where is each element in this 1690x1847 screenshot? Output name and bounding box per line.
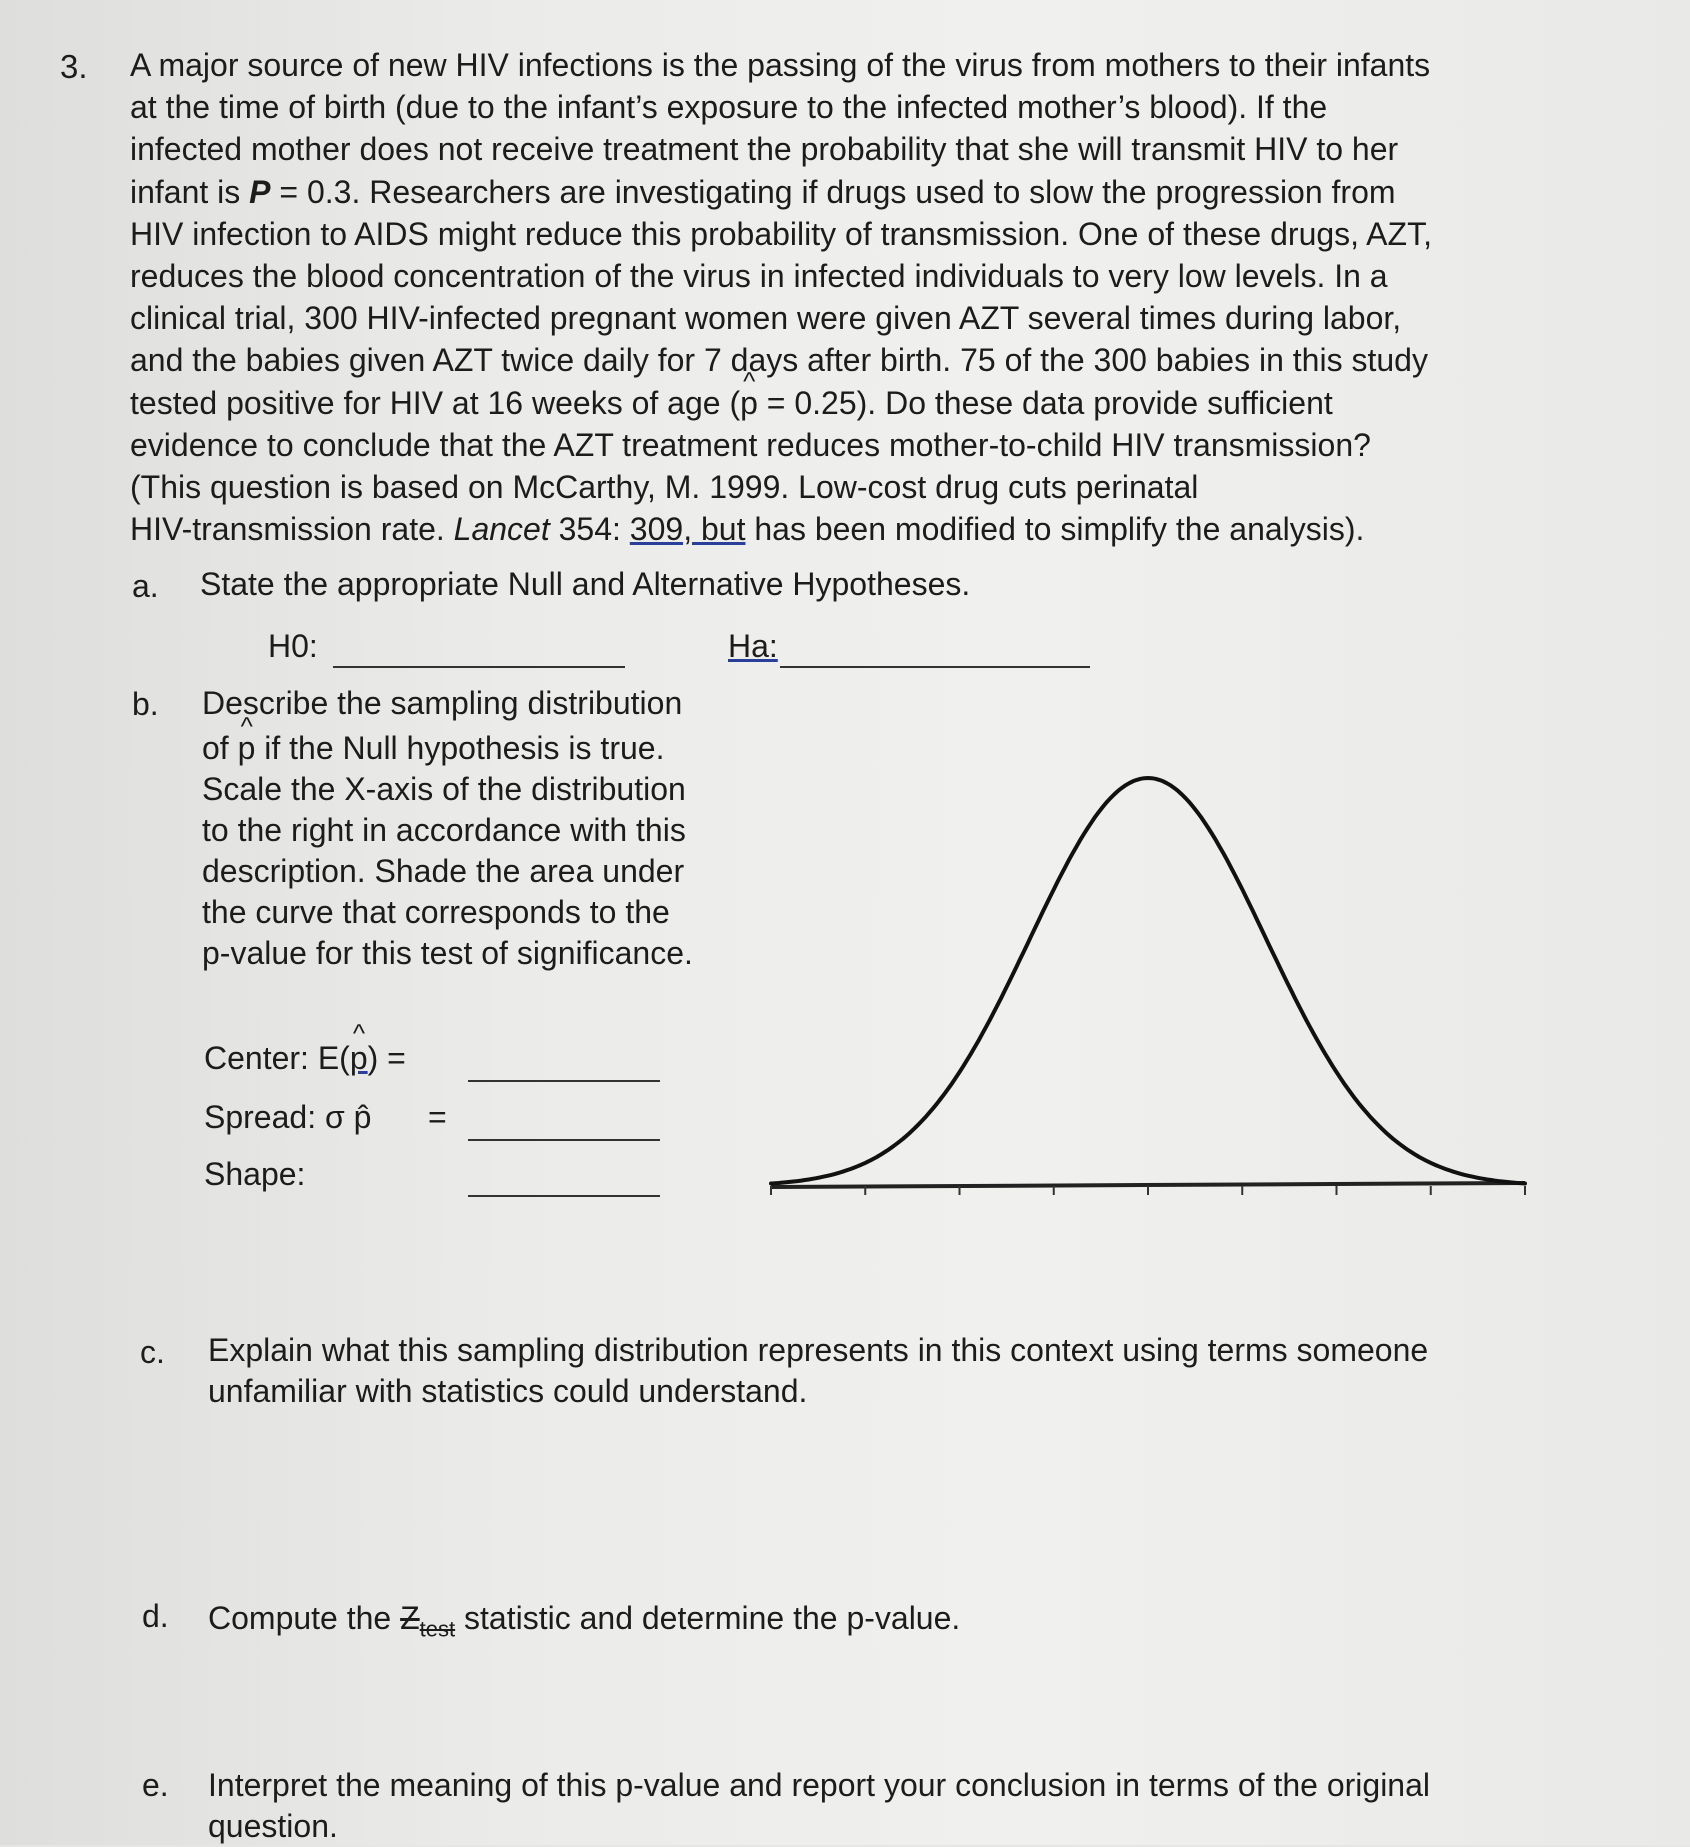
problem-line: and the babies given AZT twice daily for 7 days after birth. 75 of the 300 babies in this study	[130, 342, 1428, 379]
problem-line: infant is P = 0.3. Researchers are investigating if drugs used to slow the progression from	[130, 173, 1396, 210]
problem-line: evidence to conclude that the AZT treatment reduces mother-to-child HIV transmission?	[130, 426, 1371, 463]
center-label: Center: E(^ p) =	[204, 1040, 406, 1077]
part-c-text: Explain what this sampling distribution represents in this context using terms someone unfamiliar with statistics could understand.	[208, 1332, 1429, 1409]
shape-label: Shape:	[204, 1156, 306, 1192]
h0-label: H0:	[268, 628, 318, 664]
problem-line: at the time of birth (due to the infant’s exposure to the infected mother’s blood). If the	[130, 89, 1328, 126]
part-c-label: c.	[140, 1334, 165, 1370]
p-hat-symbol: ^ p	[740, 382, 758, 424]
z-symbol: Z	[400, 1600, 420, 1636]
z-subscript: test	[419, 1616, 456, 1642]
problem-line: reduces the blood concentration of the virus in infected individuals to very low levels. In a	[130, 258, 1388, 295]
problem-line: infected mother does not receive treatment the probability that she will transmit HIV to her	[130, 131, 1399, 168]
ha-label: Ha:	[728, 628, 778, 664]
part-d-label: d.	[142, 1598, 169, 1634]
page-link[interactable]: 309, but	[629, 511, 746, 548]
bell-curve	[771, 778, 1525, 1184]
problem-line: HIV infection to AIDS might reduce this probability of transmission. One of these drugs, AZT,	[130, 215, 1432, 252]
problem-line: clinical trial, 300 HIV-infected pregnant women were given AZT several times during labor,	[130, 300, 1402, 337]
p-hat-symbol: ^ p	[350, 1040, 368, 1077]
problem-line: tested positive for HIV at 16 weeks of age (^ p = 0.25). Do these data provide sufficient	[130, 382, 1580, 424]
part-b-label: b.	[132, 686, 159, 722]
question-number: 3.	[60, 48, 88, 85]
problem-line: (This question is based on McCarthy, M. 1999. Low-cost drug cuts perinatal	[130, 469, 1199, 506]
parameter-p: P	[249, 173, 271, 210]
part-b-text: Describe the sampling distribution of ^ p if the Null hypothesis is true. Scale the X-axis of the distribution to the right in accordance with this description. Shade the area under the curve that corresponds to the p-value for this test of significance.	[202, 683, 762, 974]
spread-equals: =	[428, 1099, 447, 1135]
spread-label: Spread: σ p̂	[204, 1099, 372, 1135]
part-d-text: Compute the $Z_{test}$ statistic and determine the p-value.	[208, 1600, 961, 1642]
p-hat-symbol: ^ p	[238, 728, 256, 769]
problem-line: HIV-transmission rate. Lancet 354: 309, but has been modified to simplify the analysis).	[130, 511, 1365, 548]
part-e-label: e.	[142, 1767, 169, 1803]
part-e-text: Interpret the meaning of this p-value and report your conclusion in terms of the original question.	[208, 1767, 1430, 1844]
problem-line: A major source of new HIV infections is the passing of the virus from mothers to their infants	[130, 47, 1431, 83]
part-a-text: State the appropriate Null and Alternative Hypotheses.	[200, 566, 971, 602]
journal-name: Lancet	[453, 511, 550, 548]
part-a-label: a.	[132, 568, 159, 604]
